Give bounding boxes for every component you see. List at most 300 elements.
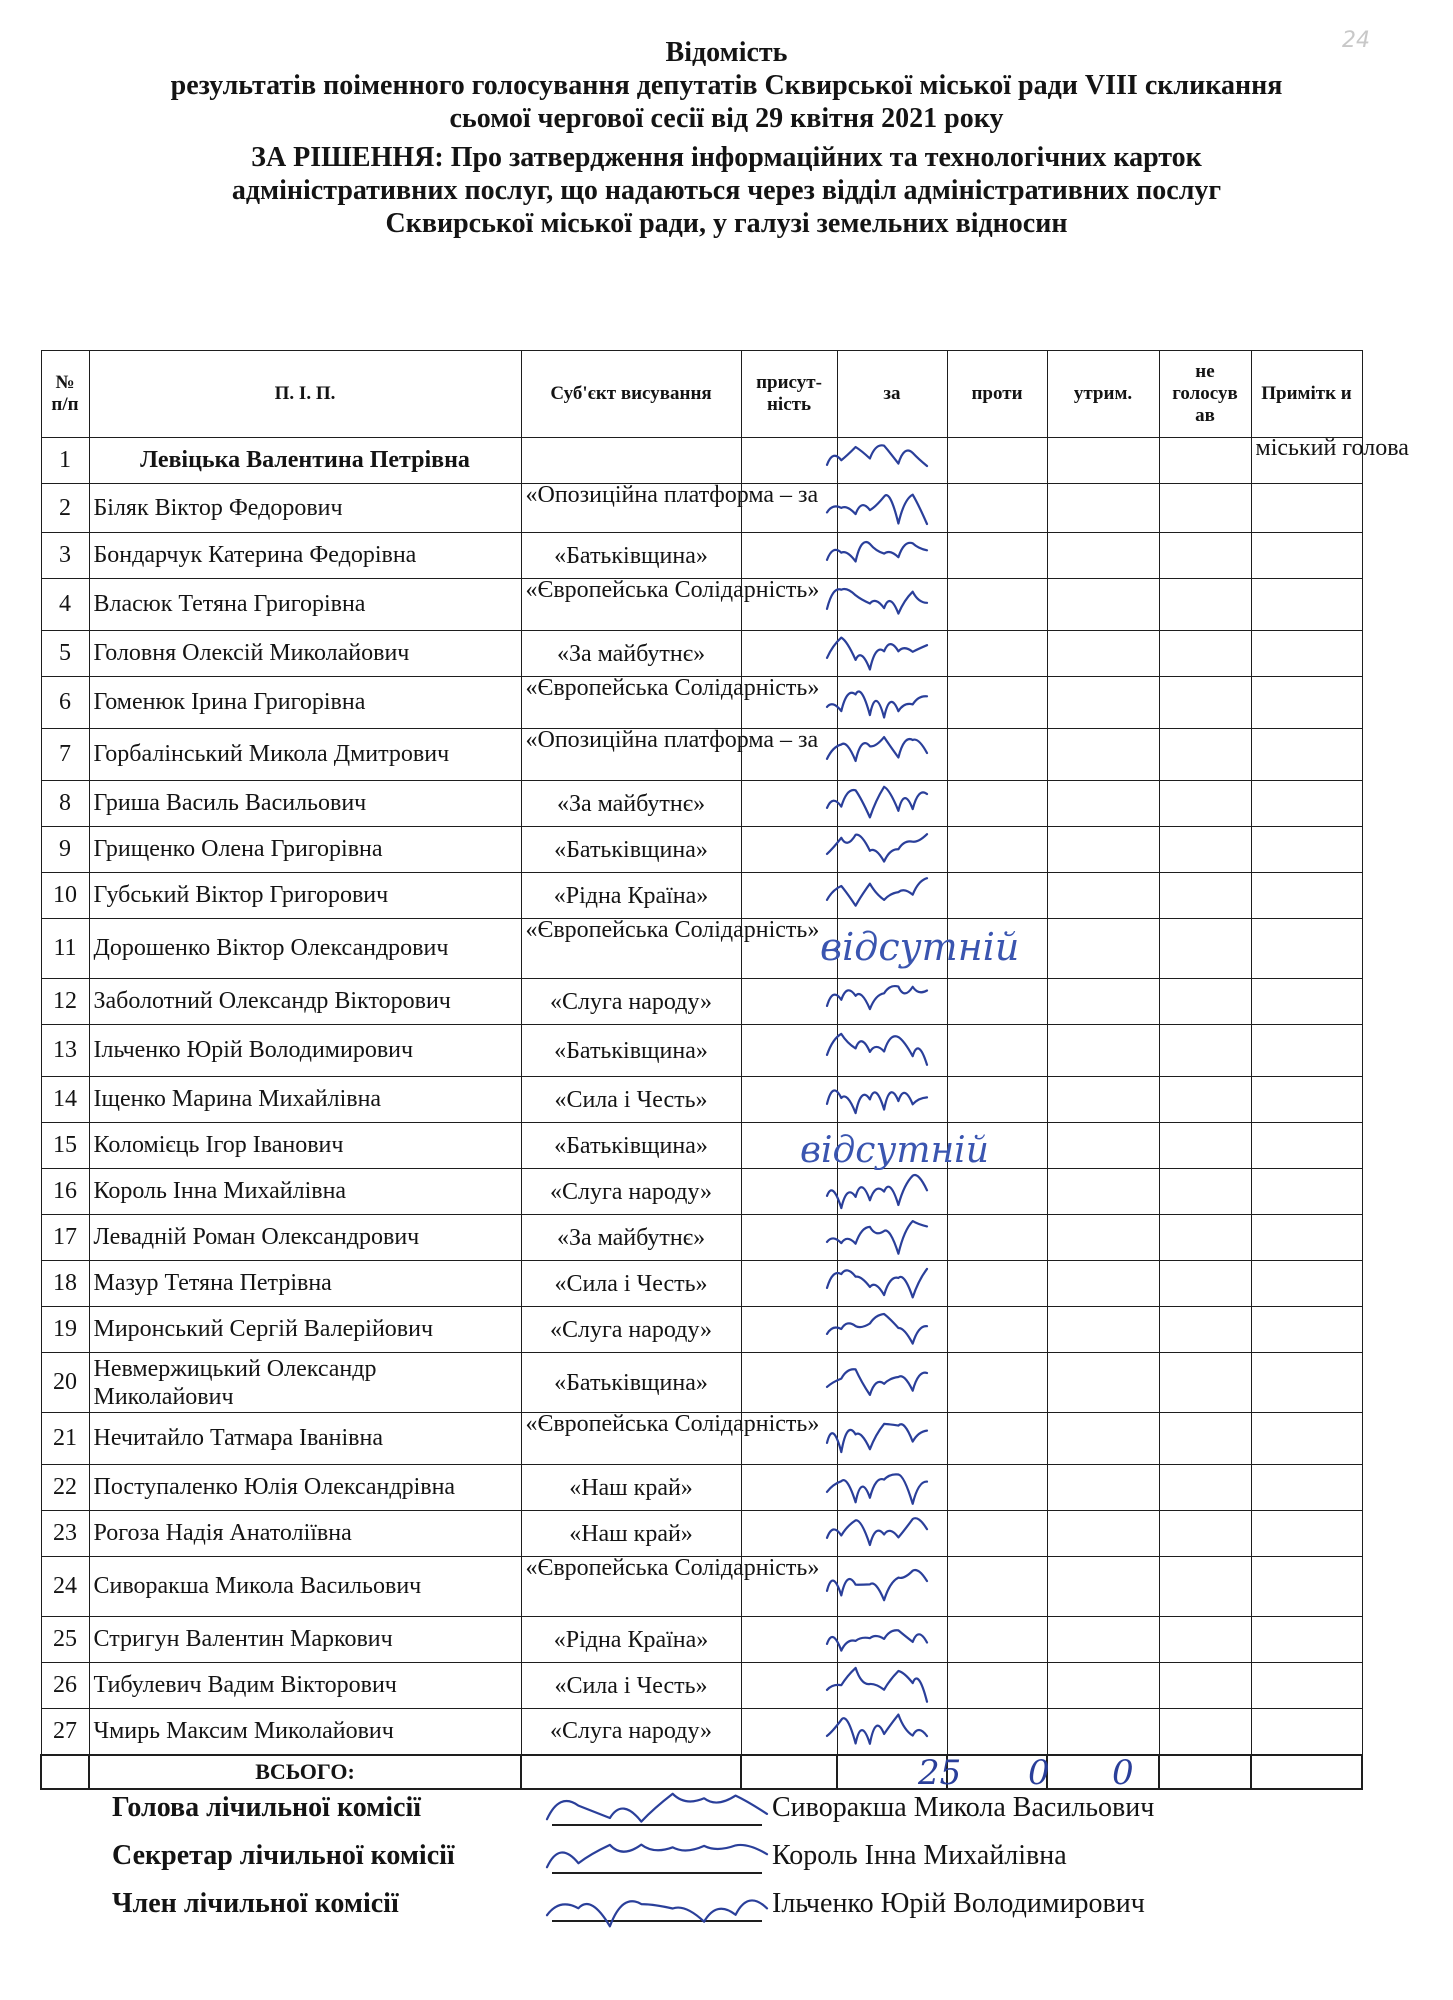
totals-for-cell (837, 1755, 947, 1789)
row-for-cell (837, 1123, 947, 1169)
row-abstain-cell (1047, 1413, 1159, 1465)
row-for-cell (837, 781, 947, 827)
row-abstain-cell (1047, 979, 1159, 1025)
row-present-cell (741, 1261, 837, 1307)
row-name: Нечитайло Татмара Іванівна (89, 1413, 521, 1465)
row-num: 6 (41, 677, 89, 729)
row-against-cell (947, 1465, 1047, 1511)
row-against-cell (947, 1709, 1047, 1755)
col-notvoted-header: не голосув ав (1159, 351, 1251, 438)
totals-label: ВСЬОГО: (89, 1755, 521, 1789)
row-for-cell (837, 979, 947, 1025)
row-name: Чмирь Максим Миколайович (89, 1709, 521, 1755)
row-note (1251, 827, 1362, 873)
row-abstain-cell (1047, 919, 1159, 979)
row-num: 10 (41, 873, 89, 919)
row-note (1251, 1663, 1362, 1709)
row-present-cell (741, 979, 837, 1025)
row-num: 7 (41, 729, 89, 781)
row-party: «Батьківщина» (521, 1123, 741, 1169)
row-abstain-cell (1047, 781, 1159, 827)
row-present-cell (741, 1025, 837, 1077)
row-abstain-cell (1047, 631, 1159, 677)
row-for-cell (837, 1617, 947, 1663)
row-against-cell (947, 873, 1047, 919)
row-abstain-cell (1047, 873, 1159, 919)
table-row (41, 1169, 1362, 1215)
total-abstain-value: 0 (1112, 1753, 1134, 1793)
absent-mark-row-11: відсутній (820, 925, 1020, 969)
table-row (41, 1709, 1362, 1755)
row-against-cell (947, 1169, 1047, 1215)
row-against-cell (947, 579, 1047, 631)
row-present-cell (741, 1617, 837, 1663)
row-name: Гоменюк Ірина Григорівна (89, 677, 521, 729)
table-row (41, 1077, 1362, 1123)
row-abstain-cell (1047, 827, 1159, 873)
row-note (1251, 533, 1362, 579)
row-note (1251, 1353, 1362, 1413)
row-note (1251, 677, 1362, 729)
row-party: «Батьківщина» (521, 1353, 741, 1413)
row-note (1251, 919, 1362, 979)
row-notvoted-cell (1159, 1261, 1251, 1307)
row-name: Левадній Роман Олександрович (89, 1215, 521, 1261)
row-name: Біляк Віктор Федорович (89, 484, 521, 533)
row-notvoted-cell (1159, 438, 1251, 484)
row-party: «Європейська Солідарність» (521, 1413, 741, 1465)
table-row (41, 827, 1362, 873)
row-notvoted-cell (1159, 781, 1251, 827)
totals-against-cell (947, 1755, 1047, 1789)
row-for-cell (837, 677, 947, 729)
row-note (1251, 979, 1362, 1025)
col-name-header: П. І. П. (89, 351, 521, 438)
row-present-cell (741, 631, 837, 677)
row-party: «Сила і Честь» (521, 1077, 741, 1123)
row-num: 1 (41, 438, 89, 484)
row-party: «Європейська Солідарність» (521, 579, 741, 631)
row-present-cell (741, 1123, 837, 1169)
row-party: «Європейська Солідарність» (521, 677, 741, 729)
row-against-cell (947, 484, 1047, 533)
row-party: «Батьківщина» (521, 1025, 741, 1077)
row-num: 21 (41, 1413, 89, 1465)
row-party: «Слуга народу» (521, 1169, 741, 1215)
row-name: Король Інна Михайлівна (89, 1169, 521, 1215)
row-notvoted-cell (1159, 1307, 1251, 1353)
row-num: 24 (41, 1557, 89, 1617)
row-against-cell (947, 729, 1047, 781)
row-notvoted-cell (1159, 827, 1251, 873)
row-for-cell (837, 1413, 947, 1465)
row-notvoted-cell (1159, 677, 1251, 729)
row-for-cell (837, 1307, 947, 1353)
row-name: Поступаленко Юлія Олександрівна (89, 1465, 521, 1511)
signature-line (552, 1920, 762, 1922)
row-notvoted-cell (1159, 533, 1251, 579)
row-notvoted-cell (1159, 1077, 1251, 1123)
row-against-cell (947, 631, 1047, 677)
row-name: Горбалінський Микола Дмитрович (89, 729, 521, 781)
row-note (1251, 1709, 1362, 1755)
row-against-cell (947, 979, 1047, 1025)
row-for-cell (837, 579, 947, 631)
row-name: Мазур Тетяна Петрівна (89, 1261, 521, 1307)
row-num: 15 (41, 1123, 89, 1169)
col-party-header: Суб'єкт висування (521, 351, 741, 438)
row-present-cell (741, 1709, 837, 1755)
row-notvoted-cell (1159, 873, 1251, 919)
row-against-cell (947, 781, 1047, 827)
col-num-header: № п/п (41, 351, 89, 438)
row-for-cell (837, 1353, 947, 1413)
col-for-header: за (837, 351, 947, 438)
row-notvoted-cell (1159, 579, 1251, 631)
row-name: Левіцька Валентина Петрівна (89, 438, 521, 484)
row-abstain-cell (1047, 1215, 1159, 1261)
row-note (1251, 631, 1362, 677)
signature-line (552, 1824, 762, 1826)
vote-table (40, 350, 1409, 1790)
row-note (1251, 729, 1362, 781)
row-note (1251, 1511, 1362, 1557)
row-party: «За майбутнє» (521, 631, 741, 677)
totals-notvoted-cell (1159, 1755, 1251, 1789)
row-for-cell (837, 1077, 947, 1123)
row-name: Стригун Валентин Маркович (89, 1617, 521, 1663)
row-for-cell (837, 1215, 947, 1261)
row-note (1251, 1307, 1362, 1353)
row-note (1251, 1123, 1362, 1169)
row-party (521, 438, 741, 484)
row-name: Рогоза Надія Анатоліївна (89, 1511, 521, 1557)
row-party: «За майбутнє» (521, 1215, 741, 1261)
row-against-cell (947, 1617, 1047, 1663)
row-num: 17 (41, 1215, 89, 1261)
row-abstain-cell (1047, 1465, 1159, 1511)
row-num: 3 (41, 533, 89, 579)
row-name: Коломієць Ігор Іванович (89, 1123, 521, 1169)
row-party: «За майбутнє» (521, 781, 741, 827)
row-present-cell (741, 1511, 837, 1557)
row-party: «Рідна Країна» (521, 1617, 741, 1663)
row-notvoted-cell (1159, 919, 1251, 979)
table-row (41, 1413, 1362, 1465)
row-name: Бондарчук Катерина Федорівна (89, 533, 521, 579)
row-notvoted-cell (1159, 1663, 1251, 1709)
row-num: 20 (41, 1353, 89, 1413)
row-name: Головня Олексій Миколайович (89, 631, 521, 677)
row-for-cell (837, 1709, 947, 1755)
row-notvoted-cell (1159, 1709, 1251, 1755)
row-party: «Слуга народу» (521, 1307, 741, 1353)
totals-present-cell (741, 1755, 837, 1789)
row-note (1251, 1077, 1362, 1123)
row-against-cell (947, 1261, 1047, 1307)
row-present-cell (741, 1077, 837, 1123)
table-row (41, 1215, 1362, 1261)
row-for-cell (837, 484, 947, 533)
row-abstain-cell (1047, 1617, 1159, 1663)
row-abstain-cell (1047, 438, 1159, 484)
row-note (1251, 1557, 1362, 1617)
table-row (41, 1307, 1362, 1353)
commission-role: Член лічильної комісії (112, 1888, 399, 1919)
document-subtitle: результатів поіменного голосування депутатів Сквирської міської ради VIII скликання (170, 70, 1283, 101)
table-row (41, 1353, 1362, 1413)
absent-mark-row-15: відсутній (800, 1130, 989, 1171)
row-abstain-cell (1047, 729, 1159, 781)
table-row (41, 729, 1362, 781)
row-note (1251, 781, 1362, 827)
row-num: 23 (41, 1511, 89, 1557)
row-num: 16 (41, 1169, 89, 1215)
row-against-cell (947, 677, 1047, 729)
table-row (41, 438, 1362, 484)
row-present-cell (741, 1215, 837, 1261)
row-abstain-cell (1047, 1511, 1159, 1557)
row-name: Дорошенко Віктор Олександрович (89, 919, 521, 979)
table-row (41, 1511, 1362, 1557)
row-against-cell (947, 1353, 1047, 1413)
archive-page-mark: 24 (1342, 28, 1370, 53)
row-for-cell (837, 827, 947, 873)
row-notvoted-cell (1159, 1617, 1251, 1663)
row-present-cell (741, 533, 837, 579)
commission-row (112, 1840, 1262, 1888)
row-for-cell (837, 873, 947, 919)
col-present-header: присут-ність (741, 351, 837, 438)
row-party: «Батьківщина» (521, 533, 741, 579)
row-party: «Слуга народу» (521, 979, 741, 1025)
row-name: Тибулевич Вадим Вікторович (89, 1663, 521, 1709)
row-party: «Рідна Країна» (521, 873, 741, 919)
commission-row (112, 1888, 1262, 1936)
row-notvoted-cell (1159, 1169, 1251, 1215)
row-name: Миронський Сергій Валерійович (89, 1307, 521, 1353)
row-notvoted-cell (1159, 1123, 1251, 1169)
row-name: Іщенко Марина Михайлівна (89, 1077, 521, 1123)
row-notvoted-cell (1159, 484, 1251, 533)
row-num: 5 (41, 631, 89, 677)
table-row (41, 631, 1362, 677)
row-note: міський голова (1251, 438, 1362, 484)
totals-row (41, 1755, 1362, 1789)
document-title: Відомість (665, 37, 788, 68)
row-num: 25 (41, 1617, 89, 1663)
row-against-cell (947, 827, 1047, 873)
row-abstain-cell (1047, 1307, 1159, 1353)
totals-party-cell (521, 1755, 741, 1789)
totals-notes-cell (1251, 1755, 1362, 1789)
row-note (1251, 1413, 1362, 1465)
row-against-cell (947, 1123, 1047, 1169)
row-num: 2 (41, 484, 89, 533)
row-name: Невмержицький Олександр Миколайович (89, 1353, 521, 1413)
row-for-cell (837, 631, 947, 677)
table-row (41, 579, 1362, 631)
row-notvoted-cell (1159, 1025, 1251, 1077)
row-num: 4 (41, 579, 89, 631)
col-against-header: проти (947, 351, 1047, 438)
row-party: «Батьківщина» (521, 827, 741, 873)
row-notvoted-cell (1159, 1413, 1251, 1465)
row-note (1251, 1215, 1362, 1261)
row-num: 19 (41, 1307, 89, 1353)
row-notvoted-cell (1159, 1511, 1251, 1557)
row-against-cell (947, 919, 1047, 979)
row-notvoted-cell (1159, 1353, 1251, 1413)
row-name: Власюк Тетяна Григорівна (89, 579, 521, 631)
row-abstain-cell (1047, 677, 1159, 729)
row-notvoted-cell (1159, 1557, 1251, 1617)
row-name: Заболотний Олександр Вікторович (89, 979, 521, 1025)
row-note (1251, 1465, 1362, 1511)
totals-empty-cell (41, 1755, 89, 1789)
row-party: «Сила і Честь» (521, 1663, 741, 1709)
table-header-row (41, 351, 1362, 438)
row-for-cell (837, 919, 947, 979)
row-present-cell (741, 827, 837, 873)
row-num: 8 (41, 781, 89, 827)
table-row (41, 919, 1362, 979)
row-num: 9 (41, 827, 89, 873)
session-line: сьомої чергової сесії від 29 квітня 2021 року (449, 103, 1004, 134)
col-notes-header: Примітк и (1251, 351, 1362, 438)
row-party: «Слуга народу» (521, 1709, 741, 1755)
total-for-value: 25 (918, 1753, 962, 1793)
row-notvoted-cell (1159, 1215, 1251, 1261)
row-for-cell (837, 438, 947, 484)
table-row (41, 677, 1362, 729)
row-num: 27 (41, 1709, 89, 1755)
table-row (41, 484, 1362, 533)
row-present-cell (741, 1169, 837, 1215)
table-row (41, 781, 1362, 827)
row-for-cell (837, 1169, 947, 1215)
row-num: 26 (41, 1663, 89, 1709)
row-against-cell (947, 1025, 1047, 1077)
table-row (41, 1123, 1362, 1169)
row-note (1251, 579, 1362, 631)
commission-role: Секретар лічильної комісії (112, 1840, 455, 1871)
row-num: 11 (41, 919, 89, 979)
row-abstain-cell (1047, 1557, 1159, 1617)
row-abstain-cell (1047, 533, 1159, 579)
row-notvoted-cell (1159, 1465, 1251, 1511)
row-present-cell (741, 1663, 837, 1709)
row-against-cell (947, 1663, 1047, 1709)
row-against-cell (947, 1413, 1047, 1465)
row-party: «Європейська Солідарність» (521, 1557, 741, 1617)
table-row (41, 979, 1362, 1025)
row-note (1251, 873, 1362, 919)
row-present-cell (741, 781, 837, 827)
row-party: «Опозиційна платформа – за (521, 484, 741, 533)
row-name: Ільченко Юрій Володимирович (89, 1025, 521, 1077)
row-abstain-cell (1047, 1169, 1159, 1215)
decision-line-2: адміністративних послуг, що надаються через відділ адміністративних послуг (231, 175, 1222, 206)
row-abstain-cell (1047, 1077, 1159, 1123)
row-note (1251, 484, 1362, 533)
commission-person: Ільченко Юрій Володимирович (772, 1888, 1145, 1919)
row-num: 18 (41, 1261, 89, 1307)
row-notvoted-cell (1159, 729, 1251, 781)
table-row (41, 1557, 1362, 1617)
row-abstain-cell (1047, 484, 1159, 533)
row-for-cell (837, 533, 947, 579)
row-party: «Європейська Солідарність» (521, 919, 741, 979)
row-notvoted-cell (1159, 979, 1251, 1025)
table-row (41, 533, 1362, 579)
row-party: «Опозиційна платформа – за (521, 729, 741, 781)
row-for-cell (837, 1557, 947, 1617)
row-present-cell (741, 1465, 837, 1511)
row-party: «Наш край» (521, 1465, 741, 1511)
row-against-cell (947, 438, 1047, 484)
row-present-cell (741, 873, 837, 919)
row-note (1251, 1617, 1362, 1663)
row-num: 22 (41, 1465, 89, 1511)
row-abstain-cell (1047, 1663, 1159, 1709)
row-abstain-cell (1047, 1123, 1159, 1169)
col-abstain-header: утрим. (1047, 351, 1159, 438)
table-row (41, 1025, 1362, 1077)
commission-signatures (112, 1792, 1262, 1936)
row-against-cell (947, 1077, 1047, 1123)
row-against-cell (947, 1557, 1047, 1617)
row-for-cell (837, 1511, 947, 1557)
row-name: Сиворакша Микола Васильович (89, 1557, 521, 1617)
row-party: «Наш край» (521, 1511, 741, 1557)
commission-role: Голова лічильної комісії (112, 1792, 422, 1823)
row-against-cell (947, 533, 1047, 579)
row-note (1251, 1169, 1362, 1215)
row-for-cell (837, 1663, 947, 1709)
table-row (41, 1663, 1362, 1709)
decision-line-3: Сквирської міської ради, у галузі земельних відносин (385, 208, 1068, 239)
table-row (41, 1465, 1362, 1511)
row-abstain-cell (1047, 1261, 1159, 1307)
row-notvoted-cell (1159, 631, 1251, 677)
row-num: 13 (41, 1025, 89, 1077)
row-name: Губський Віктор Григорович (89, 873, 521, 919)
row-against-cell (947, 1215, 1047, 1261)
row-present-cell (741, 1307, 837, 1353)
document-header (40, 36, 1413, 240)
row-present-cell (741, 438, 837, 484)
table-row (41, 1261, 1362, 1307)
row-for-cell (837, 1465, 947, 1511)
total-against-value: 0 (1028, 1753, 1050, 1793)
row-present-cell (741, 1353, 837, 1413)
table-row (41, 873, 1362, 919)
row-name: Гриша Василь Васильович (89, 781, 521, 827)
table-row (41, 1617, 1362, 1663)
row-note (1251, 1025, 1362, 1077)
commission-row (112, 1792, 1262, 1840)
row-abstain-cell (1047, 1709, 1159, 1755)
commission-person: Король Інна Михайлівна (772, 1840, 1067, 1871)
decision-line-1: ЗА РІШЕННЯ: Про затвердження інформаційних та технологічних карток (251, 142, 1202, 173)
row-note (1251, 1261, 1362, 1307)
row-for-cell (837, 1025, 947, 1077)
totals-abstain-cell (1047, 1755, 1159, 1789)
row-for-cell (837, 729, 947, 781)
row-for-cell (837, 1261, 947, 1307)
row-against-cell (947, 1511, 1047, 1557)
